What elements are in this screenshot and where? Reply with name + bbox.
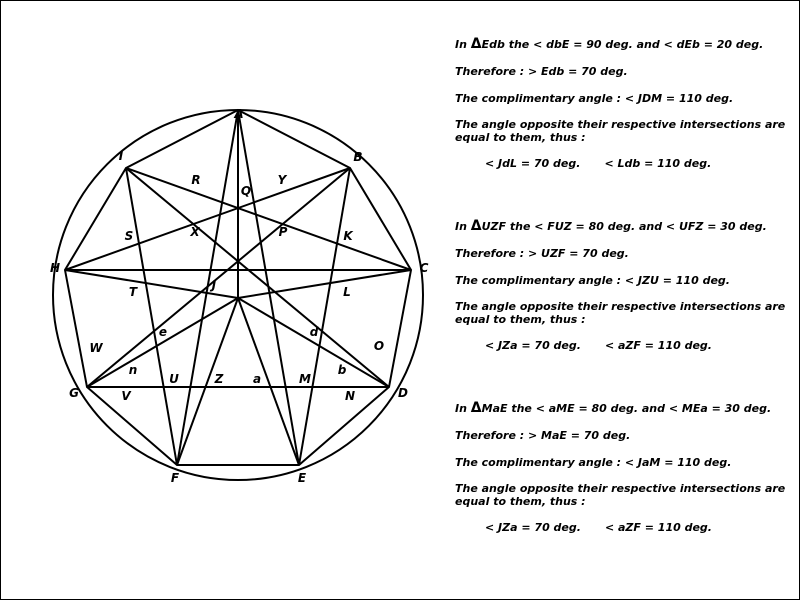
section-1-complementary: The complimentary angle : < JDM = 110 deg. — [455, 92, 734, 105]
point-label-J: J — [211, 278, 217, 292]
section-1-intro: In ΔEdb the < dbE = 90 deg. and < dEb = 20 deg. — [455, 36, 764, 52]
point-label-Q: Q — [240, 184, 252, 198]
point-label-U: U — [169, 372, 179, 386]
section-1-result: < JdL = 70 deg. < Ldb = 110 deg. — [485, 157, 712, 170]
section-2-result: < JZa = 70 deg. < aZF = 110 deg. — [485, 339, 712, 352]
point-label-V: V — [121, 389, 131, 403]
point-label-Y: Y — [277, 173, 287, 187]
point-label-D: D — [398, 386, 408, 400]
chord-B-H — [65, 168, 350, 270]
point-label-T: T — [128, 285, 138, 299]
point-label-C: C — [419, 261, 429, 275]
section-2-intro: In ΔUZF the < FUZ = 80 deg. and < UFZ = 30 deg. — [455, 218, 767, 234]
point-label-S: S — [124, 229, 134, 243]
point-label-G: G — [69, 386, 79, 400]
section-3-complementary: The complimentary angle : < JaM = 110 deg. — [455, 456, 732, 469]
point-label-Z: Z — [214, 372, 224, 386]
point-label-M: M — [299, 372, 311, 386]
section-2-complementary: The complimentary angle : < JZU = 110 deg. — [455, 274, 730, 287]
point-label-d: d — [309, 325, 319, 339]
section-3-therefore: Therefore : > MaE = 70 deg. — [455, 429, 631, 442]
section-1-opposite: The angle opposite their respective intersections are equal to them, thus : — [455, 118, 786, 144]
section-3-result: < JZa = 70 deg. < aZF = 110 deg. — [485, 521, 712, 534]
triangle-symbol: Δ — [470, 218, 482, 234]
point-label-B: B — [353, 150, 363, 164]
point-label-H: H — [49, 261, 61, 275]
point-label-a: a — [252, 372, 262, 386]
chord-I-F — [126, 168, 177, 465]
point-label-F: F — [170, 471, 180, 485]
point-label-n: n — [128, 363, 138, 377]
chord-E-J — [238, 298, 299, 465]
point-label-L: L — [343, 285, 351, 299]
point-label-X: X — [190, 225, 200, 239]
explanation-panel — [455, 0, 790, 600]
section-3-opposite: The angle opposite their respective intersections are equal to them, thus : — [455, 482, 786, 508]
triangle-symbol: Δ — [470, 36, 482, 52]
point-label-P: P — [278, 225, 288, 239]
section-2-therefore: Therefore : > UZF = 70 deg. — [455, 247, 629, 260]
chord-I-C — [126, 168, 411, 270]
section-3-intro: In ΔMaE the < aME = 80 deg. and < MEa = 30 deg. — [455, 400, 772, 416]
point-label-b: b — [337, 363, 347, 377]
section-1-therefore: Therefore : > Edb = 70 deg. — [455, 65, 628, 78]
point-label-O: O — [373, 339, 385, 353]
chord-F-J — [177, 298, 238, 465]
chord-B-E — [299, 168, 350, 465]
point-label-N: N — [344, 389, 356, 403]
point-label-R: R — [191, 173, 201, 187]
point-label-K: K — [343, 229, 353, 243]
point-label-A: A — [234, 107, 244, 121]
point-label-e: e — [158, 325, 168, 339]
point-label-I: I — [118, 149, 124, 163]
point-label-W: W — [89, 341, 103, 355]
section-2-opposite: The angle opposite their respective intersections are equal to them, thus : — [455, 300, 786, 326]
point-label-E: E — [297, 471, 307, 485]
triangle-symbol: Δ — [470, 400, 482, 416]
